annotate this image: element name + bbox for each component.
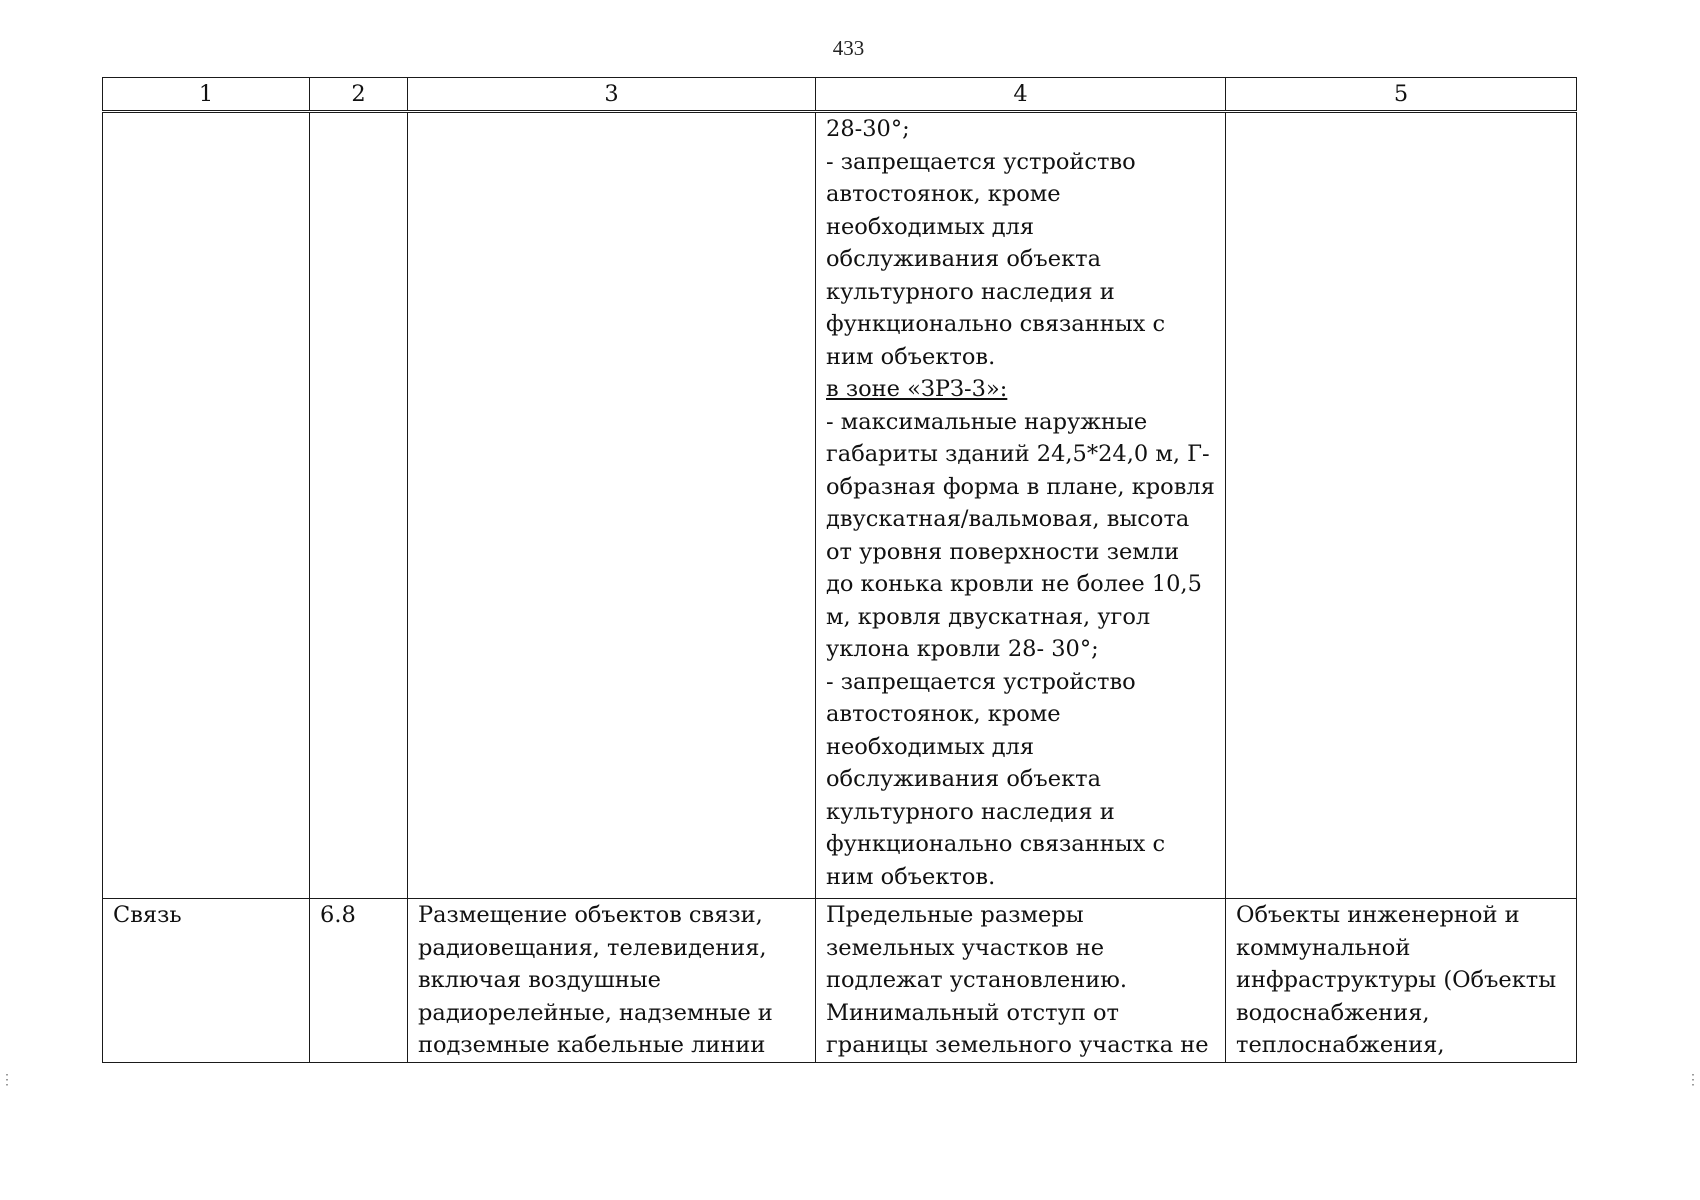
cont-col4-text-part1: 28-30°; - запрещается устройство автостоянок, кроме необходимых для обслуживания объекта культурного наследия и функционально связанных с ним объектов. <box>826 116 1166 370</box>
table-row-svyaz <box>103 899 1577 1063</box>
header-col-4: 4 <box>816 78 1226 112</box>
cont-col4-cell <box>816 112 1226 899</box>
header-col-5: 5 <box>1226 78 1577 112</box>
svyaz-description: Размещение объектов связи, радиовещания, телевидения, включая воздушные радиорелейные, надземные и подземные кабельные линии <box>418 902 773 1058</box>
svyaz-code: 6.8 <box>320 902 356 928</box>
table-row-continuation <box>103 112 1577 899</box>
svyaz-parameters-cell <box>816 899 1226 1063</box>
cont-col5-cell <box>1226 112 1577 899</box>
zone-zrz3-heading: в зоне «ЗРЗ-3»: <box>826 376 1008 402</box>
header-col-1: 1 <box>103 78 310 112</box>
cont-col2-cell <box>310 112 408 899</box>
header-row <box>103 78 1577 112</box>
svyaz-related-objects: Объекты инженерной и коммунальной инфраструктуры (Объекты водоснабжения, теплоснабжения, <box>1236 902 1557 1058</box>
cont-col4-text-part2: - максимальные наружные габариты зданий 24,5*24,0 м, Г- образная форма в плане, кровля двускатная/вальмовая, высота от уровня поверхности земли до конька кровли не более 10,5 м, кровля двускатная, угол уклона кровли 28- 30°; - запрещается устройство автостоянок, кроме необходимых для обслуживания объекта культурного наследия и функционально связанных с ним объектов. <box>826 408 1215 890</box>
right-edge-mark: ⋮ <box>1686 1072 1700 1088</box>
table-header <box>103 78 1577 112</box>
svyaz-related-objects-cell <box>1226 899 1577 1063</box>
header-col-2: 2 <box>310 78 408 112</box>
header-col-3: 3 <box>408 78 816 112</box>
page-number: 433 <box>832 36 865 60</box>
zoning-table <box>102 77 1577 1063</box>
left-edge-mark: ⋮ <box>0 1072 14 1088</box>
svyaz-name: Связь <box>113 902 182 928</box>
svyaz-description-cell <box>408 899 816 1063</box>
cont-col1-cell <box>103 112 310 899</box>
svyaz-parameters: Предельные размеры земельных участков не подлежат установлению. Минимальный отступ от границы земельного участка не <box>826 902 1209 1058</box>
svyaz-code-cell <box>310 899 408 1063</box>
cont-col3-cell <box>408 112 816 899</box>
svyaz-name-cell <box>103 899 310 1063</box>
